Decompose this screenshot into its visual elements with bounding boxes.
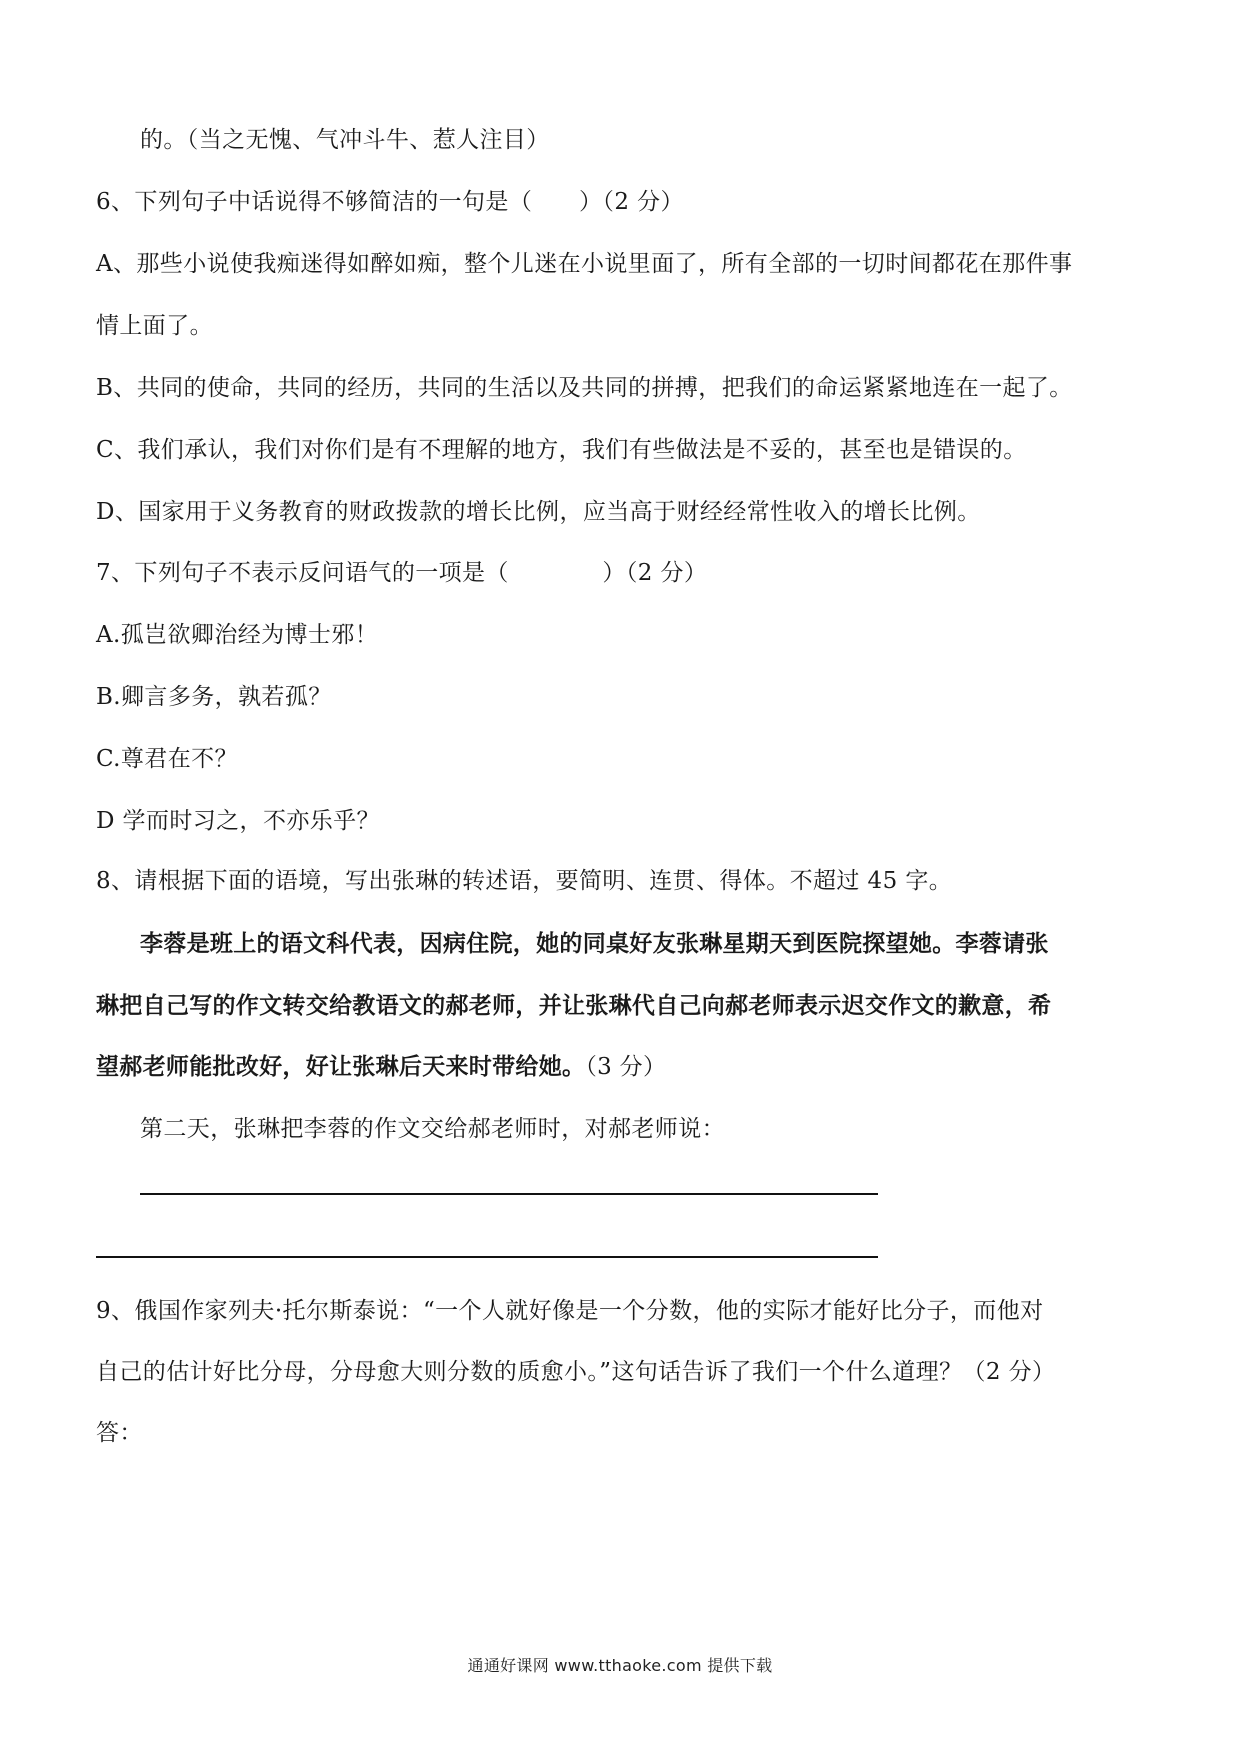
q9-heading-line1: 9、俄国作家列夫·托尔斯泰说：“一个人就好像是一个分数，他的实际才能好比分子，而他对 (96, 1298, 1044, 1324)
q8-answer-line-1[interactable] (140, 1193, 878, 1195)
q6-option-a-line1: A、那些小说使我痴迷得如醉如痴，整个儿迷在小说里面了，所有全部的一切时间都花在那件事 (96, 251, 1073, 277)
q8-answer-line-2[interactable] (96, 1256, 878, 1258)
q7-option-c: C.尊君在不？ (96, 746, 238, 772)
q8-context-text: 望郝老师能批改好，好让张琳后天来时带给她。 (96, 1054, 586, 1080)
q7-heading: 7、下列句子不表示反问语气的一项是（ ）（2 分） (96, 560, 708, 586)
q8-prompt: 第二天，张琳把李蓉的作文交给郝老师时，对郝老师说： (140, 1116, 725, 1142)
page-footer: 通通好课网 www.tthaoke.com 提供下载 (467, 1656, 773, 1675)
q8-context-line1: 李蓉是班上的语文科代表，因病住院，她的同桌好友张琳星期天到医院探望她。李蓉请张 (140, 931, 1049, 957)
q9-answer-label: 答： (96, 1420, 143, 1446)
q8-heading: 8、请根据下面的语境，写出张琳的转述语，要简明、连贯、得体。不超过 45 字。 (96, 868, 953, 894)
q7-option-d: D 学而时习之，不亦乐乎？ (96, 808, 380, 834)
q6-heading: 6、下列句子中话说得不够简洁的一句是（ ）（2 分） (96, 189, 684, 215)
q8-score: （3 分） (585, 1054, 667, 1080)
q5-options-line: 的。（当之无愧、气冲斗牛、惹人注目） (140, 127, 550, 153)
q7-option-a: A.孤岂欲卿治经为博士邪！ (96, 622, 379, 648)
q9-heading-line2: 自己的估计好比分母，分母愈大则分数的质愈小。”这句话告诉了我们一个什么道理？（2 分） (96, 1359, 1056, 1385)
q6-option-a-line2: 情上面了。 (96, 313, 213, 339)
q8-context-line2: 琳把自己写的作文转交给教语文的郝老师，并让张琳代自己向郝老师表示迟交作文的歉意，希 (96, 993, 1052, 1019)
q8-context-line3 (96, 1052, 666, 1082)
q6-option-d: D、国家用于义务教育的财政拨款的增长比例，应当高于财经经常性收入的增长比例。 (96, 499, 981, 525)
q7-option-b: B.卿言多务，孰若孤？ (96, 684, 332, 710)
q6-option-c: C、我们承认，我们对你们是有不理解的地方，我们有些做法是不妥的，甚至也是错误的。 (96, 437, 1027, 463)
q6-option-b: B、共同的使命，共同的经历，共同的生活以及共同的拼搏，把我们的命运紧紧地连在一起了。 (96, 375, 1073, 401)
